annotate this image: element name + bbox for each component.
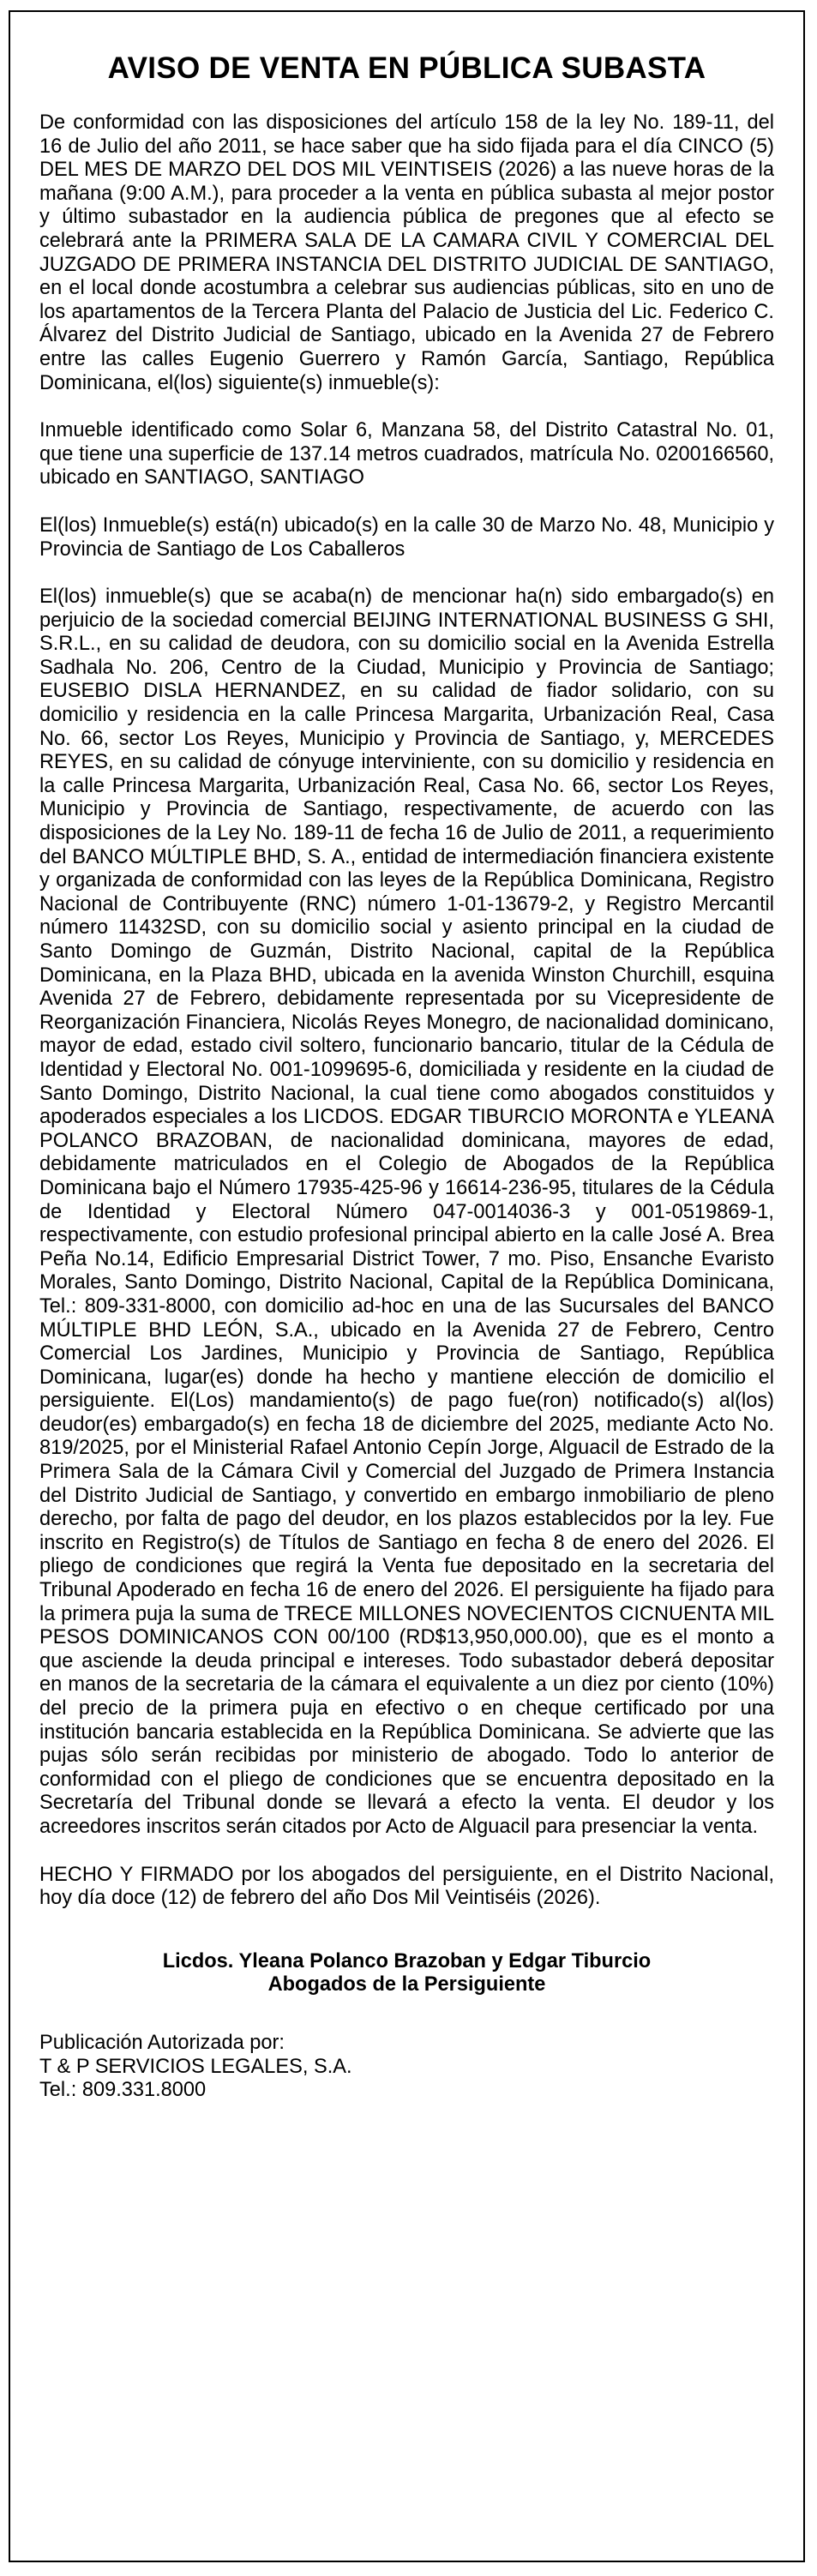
publication-label: Publicación Autorizada por: xyxy=(39,2031,285,2054)
paragraph-signed: HECHO Y FIRMADO por los abogados del persiguiente, en el Distrito Nacional, hoy día doce (12) de febrero del año Dos Mil Veintiséis (2026). xyxy=(39,1863,774,1910)
publication-company: T & P SERVICIOS LEGALES, S.A. xyxy=(39,2055,352,2078)
signature-names: Licdos. Yleana Polanco Brazoban y Edgar Tiburcio xyxy=(162,1949,652,1973)
auction-notice xyxy=(9,10,805,2562)
paragraph-property: Inmueble identificado como Solar 6, Manzana 58, del Distrito Catastral No. 01, que tiene una superficie de 137.14 metros cuadrados, matrícula No. 0200166560, ubicado en SANTIAGO, SANTIAGO xyxy=(39,419,774,489)
paragraph-location: El(los) Inmueble(s) está(n) ubicado(s) en la calle 30 de Marzo No. 48, Municipio y Provincia de Santiago de Los Caballeros xyxy=(39,513,774,561)
paragraph-seizure-details: El(los) inmueble(s) que se acaba(n) de mencionar ha(n) sido embargado(s) en perjuicio de la sociedad comercial BEIJING INTERNATIONAL BUSINESS G SHI, S.R.L., en su calidad de deudora, con su domicilio social en la Avenida Estrella Sadhala No. 206, Centro de la Ciudad, Municipio y Provincia de Santiago; EUSEBIO DISLA HERNANDEZ, en su calidad de fiador solidario, con su domicilio y residencia en la calle Princesa Margarita, Urbanización Real, Casa No. 66, sector Los Reyes, Municipio y Provincia de Santiago, y, MERCEDES REYES, en su calidad de cónyuge interviniente, con su domicilio y residencia en la calle Princesa Margarita, Urbanización Real, Casa No. 66, sector Los Reyes, Municipio y Provincia de Santiago, respectivamente, de acuerdo con las disposiciones de la Ley No. 189-11 de fecha 16 de Julio de 2011, a requerimiento del BANCO MÚLTIPLE BHD, S. A., entidad de intermediación financiera existente y organizada de conformidad con las leyes de la República Dominicana, Registro Nacional de Contribuyente (RNC) número 1-01-13679-2, y Registro Mercantil número 11432SD, con su domicilio social y asiento principal en la ciudad de Santo Domingo de Guzmán, Distrito Nacional, capital de la República Dominicana, en la Plaza BHD, ubicada en la avenida Winston Churchill, esquina Avenida 27 de Febrero, debidamente representada por su Vicepresidente de Reorganización Financiera, Nicolás Reyes Monegro, de nacionalidad dominicano, mayor de edad, estado civil soltero, funcionario bancario, titular de la Cédula de Identidad y Electoral No. 001-1099695-6, domiciliada y residente en la ciudad de Santo Domingo, Distrito Nacional, la cual tiene como abogados constituidos y apoderados especiales a los LICDOS. EDGAR TIBURCIO MORONTA e YLEANA POLANCO BRAZOBAN, de nacionalidad dominicana, mayores de edad, debidamente matriculados en el Colegio de Abogados de la República Dominicana bajo el Número 17935-425-96 y 16614-236-95, titulares de la Cédula de Identidad y Electoral Número 047-0014036-3 y 001-0519869-1, respectivamente, con estudio profesional principal abierto en la calle José A. Brea Peña No.14, Edificio Empresarial District Tower, 7 mo. Piso, Ensanche Evaristo Morales, Santo Domingo, Distrito Nacional, Capital de la República Dominicana, Tel.: 809-331-8000, con domicilio ad-hoc en una de las Sucursales del BANCO MÚLTIPLE BHD LEÓN, S.A., ubicado en la Avenida 27 de Febrero, Centro Comercial Los Jardines, Municipio y Provincia de Santiago, República Dominicana, lugar(es) donde ha hecho y mantiene elección de domicilio el persiguiente. El(Los) mandamiento(s) de pago fue(ron) notificado(s) al(los) deudor(es) embargado(s) en fecha 18 de diciembre del 2025, mediante Acto No. 819/2025, por el Ministerial Rafael Antonio Cepín Jorge, Alguacil de Estrado de la Primera Sala de la Cámara Civil y Comercial del Juzgado de Primera Instancia del Distrito Judicial de Santiago, y convertido en embargo inmobiliario de pleno derecho, por falta de pago del deudor, en los plazos establecidos por la ley. Fue inscrito en Registro(s) de Títulos de Santiago en fecha 8 de enero del 2026. El pliego de condiciones que regirá la Venta fue depositado en la secretaria del Tribunal Apoderado en fecha 16 de enero del 2026. El persiguiente ha fijado para la primera puja la suma de TRECE MILLONES NOVECIENTOS CICNUENTA MIL PESOS DOMINICANOS CON 00/100 (RD$13,950,000.00), que es el monto a que asciende la deuda principal e intereses. Todo subastador deberá depositar en manos de la secretaria de la cámara el equivalente a un diez por ciento (10%) del precio de la primera puja en efectivo o en cheque certificado por una institución bancaria establecida en la República Dominicana. Se advierte que las pujas sólo serán recibidas por ministerio de abogado. Todo lo anterior de conformidad con el pliego de condiciones que se encuentra depositado en la Secretaría del Tribunal donde se llevará a efecto la venta. El deudor y los acreedores inscritos serán citados por Acto de Alguacil para presenciar la venta. xyxy=(39,585,774,1838)
signature-role: Abogados de la Persiguiente xyxy=(267,1973,546,1997)
publication-phone: Tel.: 809.331.8000 xyxy=(39,2079,207,2102)
notice-title: AVISO DE VENTA EN PÚBLICA SUBASTA xyxy=(107,51,706,85)
signature-block xyxy=(39,1950,774,1997)
publication-block xyxy=(39,2032,774,2103)
paragraph-intro: De conformidad con las disposiciones del artículo 158 de la ley No. 189-11, del 16 de Julio del año 2011, se hace saber que ha sido fijada para el día CINCO (5) DEL MES DE MARZO DEL DOS MIL VEINTISEIS (2026) a las nueve horas de la mañana (9:00 A.M.), para proceder a la venta en pública subasta al mejor postor y último subastador en la audiencia pública de pregones que al efecto se celebrará ante la PRIMERA SALA DE LA CAMARA CIVIL Y COMERCIAL DEL JUZGADO DE PRIMERA INSTANCIA DEL DISTRITO JUDICIAL DE SANTIAGO, en el local donde acostumbra a celebrar sus audiencias públicas, sito en uno de los apartamentos de la Tercera Planta del Palacio de Justicia del Lic. Federico C. Álvarez del Distrito Judicial de Santiago, ubicado en la Avenida 27 de Febrero entre las calles Eugenio Guerrero y Ramón García, Santiago, República Dominicana, el(los) siguiente(s) inmueble(s): xyxy=(39,111,774,394)
